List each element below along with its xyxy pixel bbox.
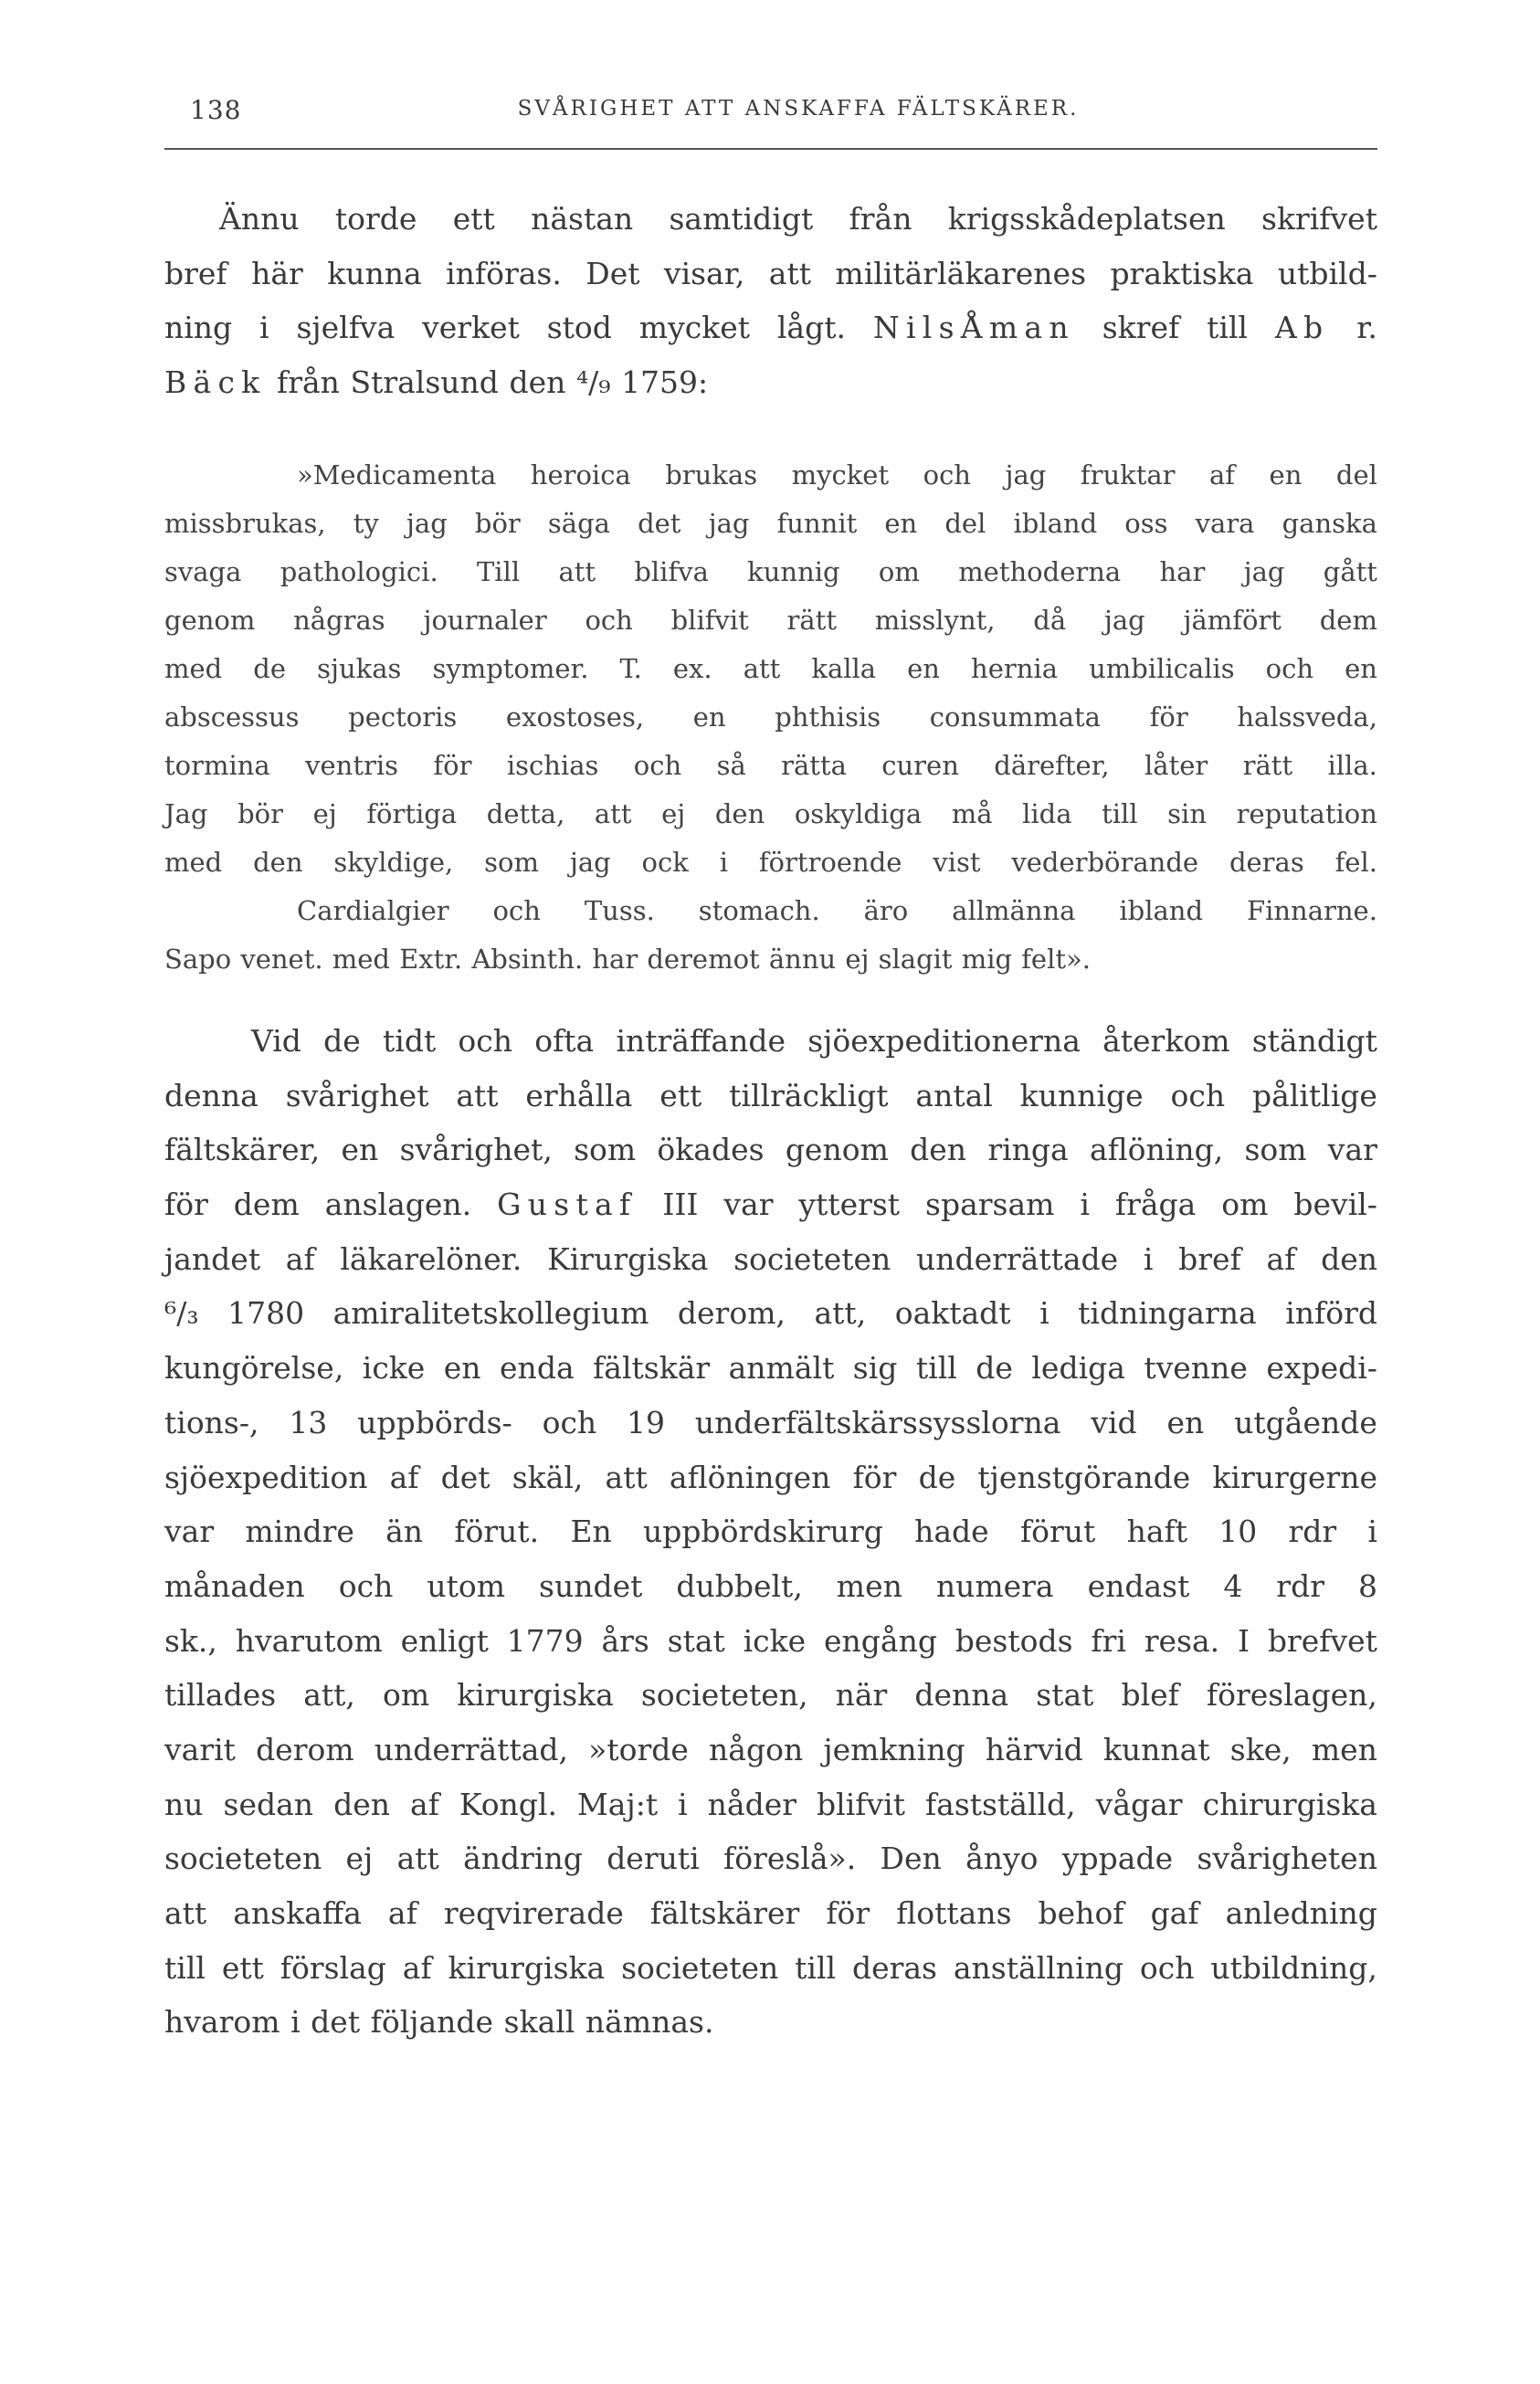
text-line: med de sjukas symptomer. T. ex. att kalla en hernia umbilicalis och en — [164, 653, 1377, 684]
text-line: genom någras journaler och blifvit rätt misslynt, då jag jämfört dem — [164, 605, 1377, 636]
text-line: kungörelse, icke en enda fältskär anmält sig till de lediga tvenne expedi- — [164, 1350, 1377, 1387]
running-title: SVÅRIGHET ATT ANSKAFFA FÄLTSKÄRER. — [517, 97, 1080, 121]
text-line: månaden och utom sundet dubbelt, men numera endast 4 rdr 8 — [164, 1567, 1377, 1604]
page-number: 138 — [190, 95, 242, 125]
text-line: sjöexpedition af det skäl, att aflöningen för de tjenstgörande kirurgerne — [164, 1459, 1377, 1495]
text-line: abscessus pectoris exostoses, en phthisis consummata för halssveda, — [164, 701, 1377, 733]
intro-paragraph — [164, 192, 1377, 410]
running-head — [164, 95, 1377, 132]
text-line: Vid de tidt och ofta inträffande sjöexpeditionerna återkom ständigt — [251, 1023, 1377, 1059]
text-line: tillades att, om kirurgiska societeten, när denna stat blef föreslagen, — [164, 1677, 1377, 1714]
text-line: jandet af läkarelöner. Kirurgiska societeten underrättade i bref af den — [164, 1240, 1377, 1277]
text-line: Ännu torde ett nästan samtidigt från krigsskådeplatsen skrifvet — [219, 201, 1377, 237]
text-line: sk., hvarutom enligt 1779 års stat icke engång bestods fri resa. I brefvet — [164, 1622, 1377, 1659]
text-line: för dem anslagen. Gustaf III var ytterst sparsam i fråga om bevil- — [164, 1187, 1377, 1223]
text-line: att anskaffa af reqvirerade fältskärer för flottans behof gaf anledning — [164, 1895, 1377, 1931]
text-line: fältskärer, en svårighet, som ökades genom den ringa aflöning, som var — [164, 1132, 1377, 1168]
text-line: Bäck från Stralsund den ⁴/₉ 1759: — [164, 364, 709, 401]
text-line: varit derom underrättad, »torde någon jemkning härvid kunnat ske, men — [164, 1731, 1377, 1767]
text-line: missbrukas, ty jag bör säga det jag funnit en del ibland oss vara ganska — [164, 508, 1377, 539]
header-rule — [164, 148, 1377, 150]
text-line: nu sedan den af Kongl. Maj:t i nåder blifvit fastställd, vågar chirurgiska — [164, 1786, 1377, 1822]
text-line: tormina ventris för ischias och så rätta curen därefter, låter rätt illa. — [164, 750, 1377, 781]
text-line: denna svårighet att erhålla ett tillräckligt antal kunnige och pålitlige — [164, 1077, 1377, 1113]
quote-paragraph — [164, 451, 1377, 984]
text-line: Jag bör ej förtiga detta, att ej den oskyldiga må lida till sin reputation — [164, 798, 1377, 829]
main-paragraph — [164, 1014, 1377, 2050]
text-line: ning i sjelfva verket stod mycket lågt. NilsÅman skref till Ab r. — [164, 310, 1377, 346]
text-line: societeten ej att ändring deruti föreslå». Den ånyo yppade svårigheten — [164, 1841, 1377, 1877]
text-line: bref här kunna införas. Det visar, att militärläkarenes praktiska utbild- — [164, 255, 1377, 291]
text-line: tions-, 13 uppbörds- och 19 underfältskärssysslorna vid en utgående — [164, 1404, 1377, 1440]
text-line: med den skyldige, som jag ock i förtroende vist vederbörande deras fel. — [164, 847, 1377, 878]
text-line: svaga pathologici. Till att blifva kunnig om methoderna har jag gått — [164, 556, 1377, 587]
text-line: var mindre än förut. En uppbördskirurg hade förut haft 10 rdr i — [164, 1514, 1377, 1550]
text-line: hvarom i det följande skall nämnas. — [164, 2004, 714, 2041]
text-line: till ett förslag af kirurgiska societeten till deras anställning och utbildning, — [164, 1949, 1377, 1986]
text-line: Cardialgier och Tuss. stomach. äro allmänna ibland Finnarne. — [297, 895, 1377, 926]
text-line: Sapo venet. med Extr. Absinth. har deremot ännu ej slagit mig felt». — [164, 944, 1091, 975]
text-line: ⁶/₃ 1780 amiralitetskollegium derom, att, oaktadt i tidningarna införd — [164, 1295, 1377, 1332]
text-line: »Medicamenta heroica brukas mycket och jag fruktar af en del — [297, 459, 1377, 491]
